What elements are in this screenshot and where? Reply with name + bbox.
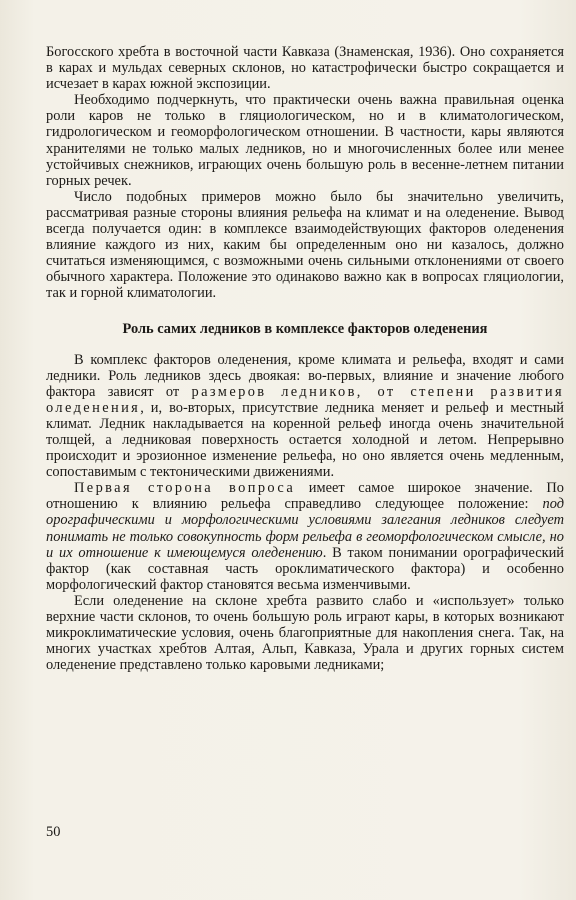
paragraph-4 — [46, 352, 564, 481]
section-heading: Роль самих ледников в комплексе факторов оледенения — [122, 320, 488, 337]
paragraph-2: Необходимо подчеркнуть, что практически очень важна правильная оценка роли каров не только в гляциологическом, но и в климатологическом, гидрологическом и геоморфологическом отношении. В частности, кары являются хранителями не только малых ледников, но и многочисленных более или менее устойчивых снежников, играющих очень большую роль в весенне-летнем питании горных речек. — [46, 92, 564, 189]
paragraph-5-text-b: . В таком понимании орографический фактор (как составная часть ороклиматического фактора) и особенно морфологический фактор становятся весьма изменчивыми. — [46, 544, 564, 593]
paragraph-4-text-b: , и, во-вторых, присутствие ледника меняет и рельеф и местный климат. Ледник накладывается на коренной рельеф иногда очень значительной толщей, а ледниковая поверхность остается холодной и летом. Непрерывно происходит и эрозионное изменение рельефа, но оно является очень медленным, сопоставимым с тектоническими движениями. — [46, 399, 564, 481]
paragraph-5-italic-text: под орографическими и морфологическими условиями залегания ледников следует понимать не только совокупность форм рельефа в геоморфологическом смысле, но и их отношение к имеющемуся оледенению — [46, 496, 564, 561]
paragraph-5 — [46, 480, 564, 593]
paragraph-1: Богосского хребта в восточной части Кавказа (Знаменская, 1936). Оно сохраняется в карах и мульдах северных склонов, но катастрофически быстро сокращается и исчезает в карах южной экспозиции. — [46, 44, 564, 93]
paragraph-5-spaced-text: Первая сторона вопроса — [74, 480, 296, 497]
paragraph-6: Если оледенение на склоне хребта развито слабо и «использует» только верхние части склонов, то очень большую роль играют кары, в которых возникают микроклиматические условия, очень благоприятные для накопления снега. Так, на многих участках хребтов Алтая, Альп, Кавказа, Урала и других горных систем оледенение представлено только каровыми ледниками; — [46, 592, 564, 674]
paragraph-3: Число подобных примеров можно было бы значительно увеличить, рассматривая разные стороны влияния рельефа на климат и на оледенение. Вывод всегда получается один: в комплексе взаимодействующих факторов оледенения влияние каждого из них, каким бы определенным оно ни казалось, должно считаться изменяющимся, с возможными очень сильными отклонениями от своего обычного характера. Положение это одинаково важно как в вопросах гляциологии, так и горной климатологии. — [46, 188, 564, 302]
paragraph-4-spaced-text: размеров ледников, от степени развития оледенения — [46, 383, 564, 416]
page-body — [46, 44, 564, 673]
page-number: 50 — [46, 824, 61, 840]
paragraph-5-text-a: имеет самое широкое значение. По отношению к влиянию рельефа справедливо следующее положение: — [46, 480, 564, 513]
paragraph-4-text-a: В комплекс факторов оледенения, кроме климата и рельефа, входят и сами ледники. Роль ледников здесь двоякая: во-первых, влияние и значение любого фактора зависят от — [46, 351, 564, 400]
